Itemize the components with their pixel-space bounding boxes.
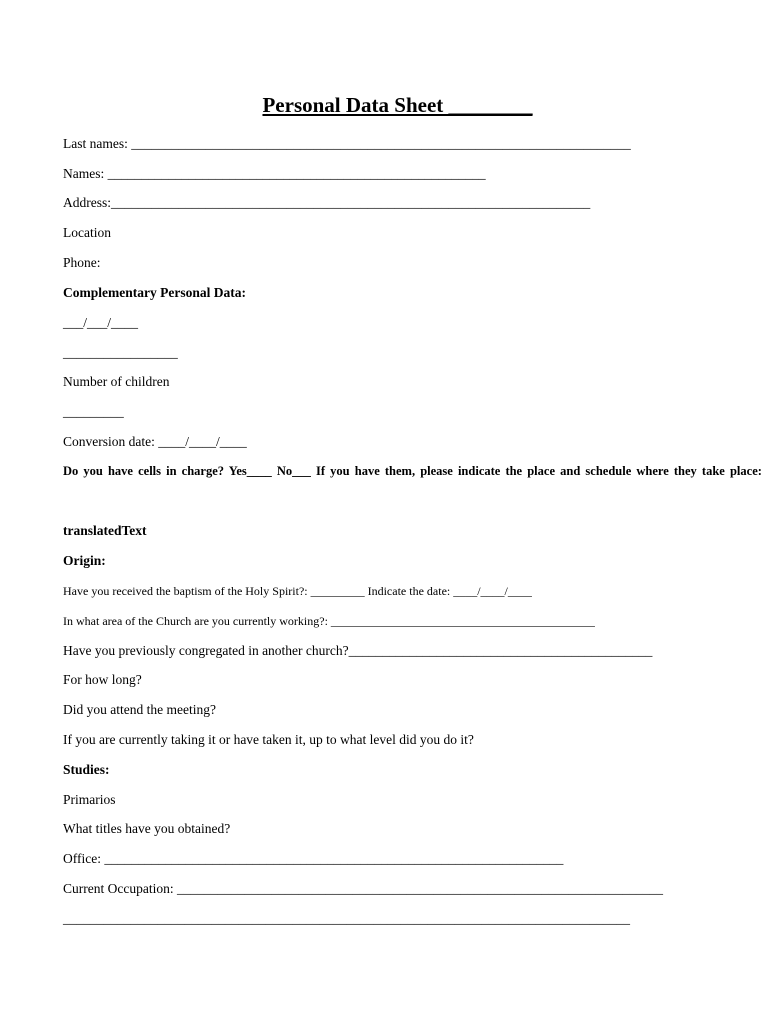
origin-heading: Origin: bbox=[63, 553, 106, 568]
date-blank-field[interactable]: ___/___/____ bbox=[63, 315, 139, 330]
baptism-question-field[interactable]: Have you received the baptism of the Holy Spirit?: _________ Indicate the date: ____/____/____ bbox=[63, 584, 532, 598]
children-count-field[interactable]: _________ bbox=[63, 404, 124, 419]
level-question-label: If you are currently taking it or have taken it, up to what level did you do it? bbox=[63, 732, 474, 747]
address-field[interactable]: Address:_______________________________________________________________________ bbox=[63, 195, 591, 210]
location-label: Location bbox=[63, 225, 111, 240]
church-area-field[interactable]: In what area of the Church are you currently working?: ____________________________________________ bbox=[63, 614, 595, 628]
current-occupation-field[interactable]: Current Occupation: ________________________________________________________________________ bbox=[63, 881, 663, 896]
trailing-blank-line[interactable]: ____________________________________________________________________________________ bbox=[63, 911, 630, 926]
office-field[interactable]: Office: ____________________________________________________________________ bbox=[63, 851, 564, 866]
cells-in-charge-question: Do you have cells in charge? Yes____ No___ If you have them, please indicate the place and schedule where they take place: bbox=[63, 464, 762, 478]
names-field[interactable]: Names: ________________________________________________________ bbox=[63, 166, 486, 181]
blank-line-field[interactable]: _________________ bbox=[63, 345, 178, 360]
conversion-date-field[interactable]: Conversion date: ____/____/____ bbox=[63, 434, 247, 449]
titles-question-label: What titles have you obtained? bbox=[63, 821, 231, 836]
phone-label: Phone: bbox=[63, 255, 101, 270]
primarios-label: Primarios bbox=[63, 792, 116, 807]
number-of-children-label: Number of children bbox=[63, 374, 170, 389]
page-title: Personal Data Sheet ________ bbox=[262, 93, 533, 117]
attend-meeting-label: Did you attend the meeting? bbox=[63, 702, 216, 717]
how-long-label: For how long? bbox=[63, 672, 142, 687]
previous-church-field[interactable]: Have you previously congregated in another church?_____________________________________________ bbox=[63, 643, 653, 658]
complementary-data-heading: Complementary Personal Data: bbox=[63, 285, 246, 300]
last-names-field[interactable]: Last names: __________________________________________________________________________ bbox=[63, 136, 631, 151]
studies-heading: Studies: bbox=[63, 762, 110, 777]
translated-text-label: translatedText bbox=[63, 523, 147, 538]
